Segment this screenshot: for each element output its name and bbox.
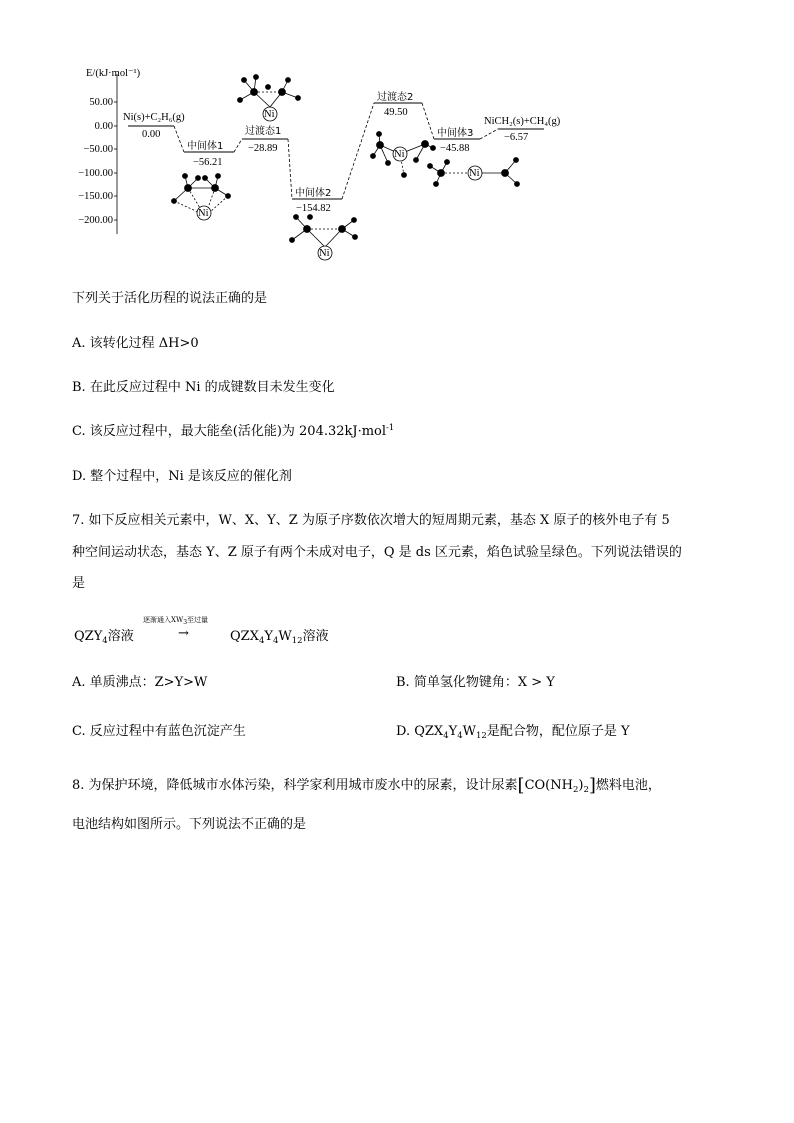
- energy-diagram-svg: [70, 62, 590, 267]
- q6-option-b: B. 在此反应过程中 Ni 的成键数目未发生变化: [72, 380, 335, 395]
- q6-option-a: A. 该转化过程 ΔH>0: [72, 336, 199, 351]
- y-axis-label: E/(kJ·mol⁻¹): [86, 68, 141, 79]
- y-tick: 50.00: [89, 97, 113, 108]
- state-energy: −28.89: [248, 143, 278, 154]
- q6-option-d: D. 整个过程中，Ni 是该反应的催化剂: [72, 469, 292, 484]
- state-label: 过渡态2: [377, 92, 414, 103]
- y-tick: −150.00: [78, 191, 113, 202]
- q6-option-c-superscript: -1: [386, 423, 395, 433]
- state-energy: −45.88: [440, 143, 470, 154]
- state-label: 中间体1: [187, 141, 224, 152]
- q6-option-c: [72, 422, 394, 442]
- q7-option-c: C. 反应过程中有蓝色沉淀产生: [72, 724, 246, 739]
- question-7-stem-line-1: 7. 如下反应相关元素中，W、X、Y、Z 为原子序数依次增大的短周期元素，基态 X 原子的核外电子有 5: [72, 513, 670, 528]
- question-8-stem-line-2: 电池结构如图所示。下列说法不正确的是: [72, 817, 307, 832]
- q7-option-b: B. 简单氢化物键角：X > Y: [396, 675, 555, 690]
- ni-atom-label: Ni: [319, 248, 330, 259]
- state-energy: −6.57: [504, 132, 529, 143]
- state-energy: 0.00: [142, 129, 161, 140]
- y-tick: −200.00: [78, 215, 113, 226]
- question-7-stem-line-2: 种空间运动状态，基态 Y、Z 原子有两个未成对电子，Q 是 ds 区元素，焰色试验呈绿色。下列说法错误的: [72, 545, 682, 560]
- q7-option-a: A. 单质沸点：Z>Y>W: [72, 675, 208, 690]
- reaction-arrow: →: [178, 626, 189, 641]
- reaction-reactant: $QZY_4$溶液: [74, 629, 134, 646]
- y-tick: −100.00: [78, 168, 113, 179]
- ni-atom-label: Ni: [394, 149, 405, 160]
- question-7-stem-line-3: 是: [72, 576, 86, 591]
- state-energy: −56.21: [193, 157, 223, 168]
- energy-profile-diagram: [70, 62, 590, 267]
- state-label: 过渡态1: [245, 126, 282, 137]
- ni-atom-label: Ni: [198, 208, 209, 219]
- state-energy: 49.50: [384, 107, 408, 118]
- state-label: Ni(s)+C₂H₆(g): [123, 112, 185, 123]
- state-label: NiCH₂(s)+CH₄(g): [484, 116, 561, 127]
- question-8-stem-line-1: 8. 为保护环境，降低城市水体污染，科学家利用城市废水中的尿素，设计尿素$[CO(NH_2)_2]$燃料电池，: [72, 775, 661, 796]
- state-energy: −154.82: [296, 203, 331, 214]
- y-tick: −50.00: [83, 144, 113, 155]
- q7-option-d: D. $QZX_4Y_4W_{12}$是配合物，配位原子是 Y: [396, 724, 630, 741]
- state-label: 中间体3: [437, 128, 474, 139]
- reaction-product: $QZX_4Y_4W_{12}$溶液: [230, 629, 329, 646]
- ni-atom-label: Ni: [264, 109, 275, 120]
- ni-atom-label: Ni: [469, 168, 480, 179]
- question-6-stem: 下列关于活化历程的说法正确的是: [72, 291, 268, 306]
- state-label: 中间体2: [295, 188, 332, 199]
- reaction-condition: 逐渐通入$XW_3$至过量: [143, 616, 209, 626]
- q6-option-c-text: C. 该反应过程中，最大能垒(活化能)为 204.32kJ·mol: [72, 424, 387, 439]
- y-tick: 0.00: [94, 121, 113, 132]
